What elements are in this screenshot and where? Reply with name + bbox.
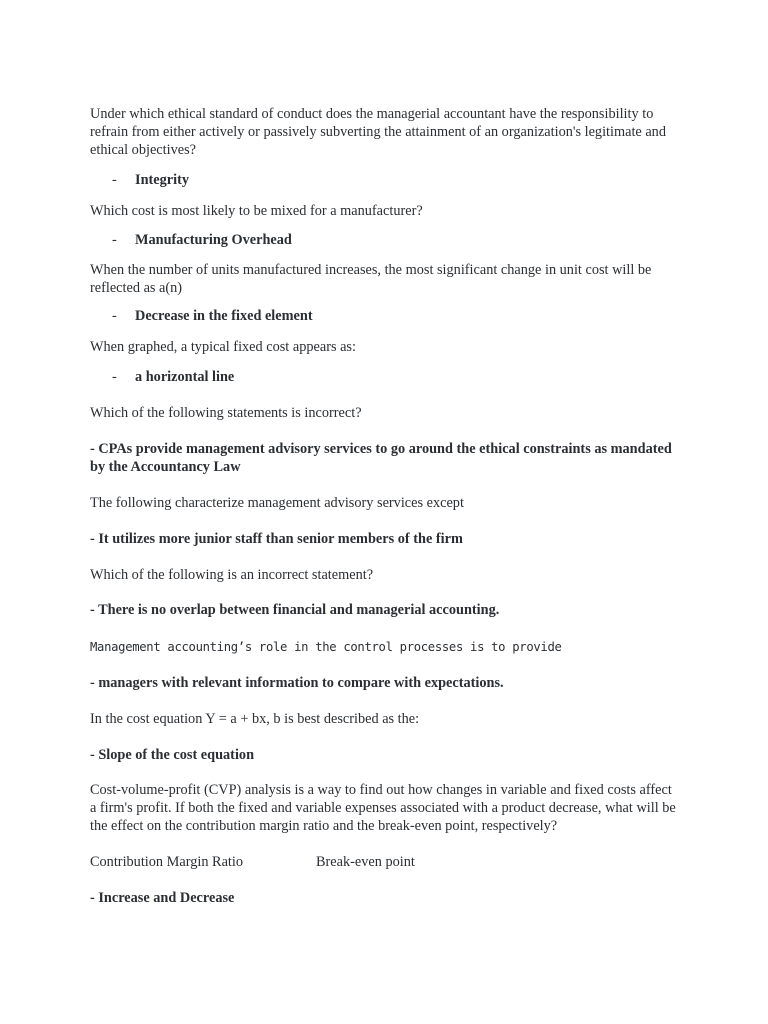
answer-dash: -: [112, 308, 117, 324]
answer-dash: -: [112, 232, 117, 248]
answer-6: - It utilizes more junior staff than senior members of the firm: [90, 531, 463, 547]
answer-2: Manufacturing Overhead: [135, 232, 292, 248]
answer-5: - CPAs provide management advisory services to go around the ethical constraints as mandated by the Accountancy Law: [90, 441, 672, 475]
answer-8: - managers with relevant information to compare with expectations.: [90, 675, 504, 691]
answer-4: a horizontal line: [135, 369, 235, 385]
question-3: When the number of units manufactured increases, the most significant change in unit cost will be reflected as a(n): [90, 262, 652, 296]
answer-3: Decrease in the fixed element: [135, 308, 313, 324]
column-header-break-even: Break-even point: [316, 854, 415, 870]
question-1: Under which ethical standard of conduct does the managerial accountant have the responsibility to refrain from either actively or passively subverting the attainment of an organization's legitimate and ethical objectives?: [90, 106, 666, 158]
answer-10: - Increase and Decrease: [90, 890, 235, 906]
question-9: In the cost equation Y = a + bx, b is best described as the:: [90, 711, 420, 727]
question-4: When graphed, a typical fixed cost appears as:: [90, 339, 356, 355]
answer-1: Integrity: [135, 172, 189, 188]
question-2: Which cost is most likely to be mixed for a manufacturer?: [90, 203, 423, 219]
answer-dash: -: [112, 369, 117, 385]
answer-dash: -: [112, 172, 117, 188]
answer-7: - There is no overlap between financial and managerial accounting.: [90, 602, 500, 618]
question-5: Which of the following statements is incorrect?: [90, 405, 362, 421]
question-8: Management accounting’s role in the control processes is to provide: [90, 640, 562, 654]
question-7: Which of the following is an incorrect statement?: [90, 567, 374, 583]
question-10: Cost-volume-profit (CVP) analysis is a way to find out how changes in variable and fixed costs affect a firm's profit. If both the fixed and variable expenses associated with a product decrease, what will be the effect on the contribution margin ratio and the break-even point, respectively?: [90, 782, 676, 834]
column-header-contribution-margin: Contribution Margin Ratio: [90, 854, 244, 870]
answer-9: - Slope of the cost equation: [90, 747, 255, 763]
question-6: The following characterize management advisory services except: [90, 495, 464, 511]
